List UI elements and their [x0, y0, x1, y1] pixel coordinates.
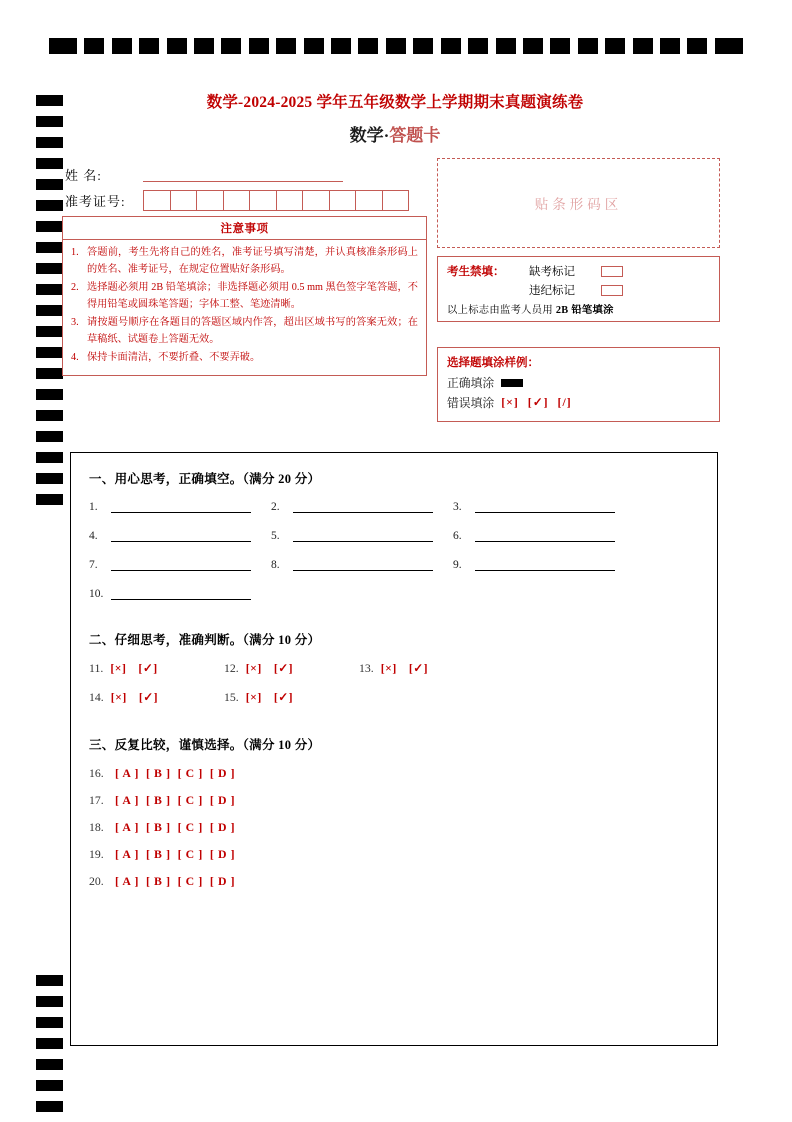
timing-mark: [36, 242, 63, 253]
true-false-row: [89, 661, 697, 676]
answer-blank-line[interactable]: [475, 529, 615, 542]
section-title: 三、反复比较，谨慎选择。（满分 10 分）: [89, 738, 321, 752]
option-bubble[interactable]: [ C ]: [177, 874, 203, 888]
notice-heading: 注意事项: [63, 217, 426, 240]
question-number: 18.: [89, 820, 104, 834]
notice-item-text: 请按题号顺序在各题目的答题区域内作答，超出区域书写的答案无效；在草稿纸、试题卷上答题无效。: [87, 317, 418, 345]
timing-mark: [49, 38, 77, 54]
option-bubble[interactable]: [✓]: [138, 661, 158, 675]
fill-sample-heading: 选择题填涂样例：: [447, 357, 539, 369]
blank-item: [271, 500, 453, 513]
violation-mark-checkbox[interactable]: [601, 285, 623, 296]
timing-mark: [36, 200, 63, 211]
timing-mark: [550, 38, 570, 54]
timing-mark: [523, 38, 543, 54]
option-bubble[interactable]: [ B ]: [145, 766, 171, 780]
answer-blank-line[interactable]: [475, 558, 615, 571]
answer-blank-line[interactable]: [111, 500, 251, 513]
timing-marks-top: [49, 38, 743, 54]
timing-mark: [36, 494, 63, 505]
timing-mark: [36, 347, 63, 358]
true-false-item: [224, 690, 359, 705]
answer-area: [70, 452, 718, 1046]
timing-mark: [36, 1101, 63, 1112]
question-number: 10.: [89, 588, 104, 600]
option-bubble[interactable]: [ D ]: [209, 874, 236, 888]
timing-marks-left-upper: [36, 95, 63, 515]
section-2: [89, 630, 697, 705]
timing-mark: [633, 38, 653, 54]
option-bubble[interactable]: [ C ]: [177, 847, 203, 861]
answer-card-label: 答题卡: [389, 126, 441, 145]
timing-mark: [36, 95, 63, 106]
question-number: 8.: [271, 559, 280, 571]
true-false-item: [224, 661, 359, 676]
name-input-line[interactable]: [143, 167, 343, 182]
name-label: 姓 名:: [65, 168, 102, 183]
answer-blank-line[interactable]: [111, 558, 251, 571]
multiple-choice-row: [89, 820, 697, 835]
absent-mark-checkbox[interactable]: [601, 266, 623, 277]
proctor-note-bold: 2B 铅笔填涂: [555, 305, 614, 316]
subtitle-separator: ·: [383, 126, 390, 145]
ticket-digit-cell[interactable]: [277, 191, 304, 210]
notice-item-number: 2.: [71, 282, 79, 294]
forbidden-label: 考生禁填：: [447, 266, 505, 278]
timing-mark: [36, 975, 63, 986]
blank-row: [89, 529, 697, 542]
question-number: 6.: [453, 530, 462, 542]
violation-mark-row: [447, 282, 710, 298]
proctor-note-text: 以上标志由监考人员用: [447, 305, 556, 316]
timing-mark: [276, 38, 296, 54]
timing-mark: [36, 1017, 63, 1028]
wrong-fill-mark: [/]: [557, 395, 572, 409]
option-bubble[interactable]: [×]: [110, 661, 127, 675]
timing-mark: [687, 38, 707, 54]
timing-mark: [139, 38, 159, 54]
ticket-row: [65, 190, 425, 211]
absent-mark-label: 缺考标记: [529, 266, 575, 278]
timing-mark: [249, 38, 269, 54]
page-title: [70, 90, 720, 146]
option-bubble[interactable]: [×]: [245, 661, 262, 675]
notice-box: [62, 216, 427, 376]
option-bubble[interactable]: [ D ]: [209, 766, 236, 780]
answer-blank-line[interactable]: [111, 529, 251, 542]
timing-mark: [496, 38, 516, 54]
blank-item: [453, 500, 635, 513]
timing-mark: [36, 452, 63, 463]
notice-item: [71, 280, 418, 313]
wrong-fill-mark: [×]: [501, 395, 519, 409]
option-bubble[interactable]: [✓]: [408, 661, 429, 675]
ticket-digit-cell[interactable]: [171, 191, 198, 210]
blank-item: [89, 587, 251, 600]
correct-fill-mark-icon: [501, 379, 523, 387]
true-false-item: [359, 661, 494, 676]
blank-item: [89, 529, 271, 542]
question-number: 16.: [89, 766, 104, 780]
timing-mark: [36, 1080, 63, 1091]
section-title: 一、用心思考，正确填空。（满分 20 分）: [89, 472, 321, 486]
option-bubble[interactable]: [ B ]: [145, 847, 171, 861]
notice-item-number: 3.: [71, 317, 79, 329]
option-bubble[interactable]: [×]: [380, 661, 397, 675]
notice-item-number: 4.: [71, 352, 79, 364]
timing-mark: [36, 179, 63, 190]
timing-mark: [578, 38, 598, 54]
blank-item: [89, 558, 271, 571]
question-number: 13.: [359, 661, 374, 675]
wrong-fill-row: [447, 394, 710, 411]
timing-mark: [36, 326, 63, 337]
timing-mark: [36, 431, 63, 442]
question-number: 4.: [89, 530, 98, 542]
true-false-item: [89, 690, 224, 705]
ticket-digit-cell[interactable]: [383, 191, 409, 210]
timing-mark: [112, 38, 132, 54]
blank-item: [89, 500, 271, 513]
timing-mark: [221, 38, 241, 54]
option-bubble[interactable]: [✓]: [138, 690, 159, 704]
timing-mark: [36, 305, 63, 316]
correct-fill-row: [447, 374, 710, 391]
question-number: 1.: [89, 501, 98, 513]
notice-item: [71, 245, 418, 278]
timing-mark: [36, 158, 63, 169]
timing-mark: [36, 137, 63, 148]
option-bubble[interactable]: [ D ]: [209, 793, 236, 807]
timing-mark: [660, 38, 680, 54]
question-number: 7.: [89, 559, 98, 571]
blank-item: [453, 529, 635, 542]
timing-mark: [413, 38, 433, 54]
exam-title: 数学-2024-2025 学年五年级数学上学期期末真题演练卷: [206, 94, 584, 111]
true-false-row: [89, 690, 697, 705]
notice-item: [71, 315, 418, 348]
question-number: 9.: [453, 559, 462, 571]
option-bubble[interactable]: [ A ]: [115, 766, 139, 780]
timing-mark: [167, 38, 187, 54]
multiple-choice-row: [89, 874, 697, 889]
wrong-fill-marks: [501, 395, 580, 410]
answer-blank-line[interactable]: [293, 529, 433, 542]
timing-mark: [36, 263, 63, 274]
ticket-digit-cell[interactable]: [197, 191, 224, 210]
proctor-marks-box: [437, 256, 720, 322]
option-bubble[interactable]: [ C ]: [177, 766, 203, 780]
timing-mark: [36, 1059, 63, 1070]
option-bubble[interactable]: [ D ]: [209, 847, 236, 861]
ticket-digit-cell[interactable]: [330, 191, 357, 210]
notice-body: [63, 240, 426, 375]
wrong-fill-label: 错误填涂: [447, 396, 495, 410]
violation-mark-label: 违纪标记: [529, 285, 575, 297]
notice-item-text: 保持卡面清洁，不要折叠、不要弄破。: [87, 352, 261, 364]
notice-item-text: 选择题必须用 2B 铅笔填涂；非选择题必须用 0.5 mm 黑色签字笔答题，不得用铅笔或圆珠笔答题；字体工整、笔迹清晰。: [87, 282, 418, 310]
notice-item-number: 1.: [71, 247, 79, 258]
subject-label: 数学: [349, 126, 384, 145]
section-title: 二、仔细思考，准确判断。（满分 10 分）: [89, 633, 321, 647]
sheet-subtitle: [70, 121, 720, 146]
option-bubble[interactable]: [ C ]: [177, 820, 203, 834]
barcode-paste-area: [437, 158, 720, 248]
answer-blank-line[interactable]: [475, 500, 615, 513]
timing-mark: [386, 38, 406, 54]
question-number: 3.: [453, 501, 462, 513]
timing-mark: [36, 996, 63, 1007]
option-bubble[interactable]: [ A ]: [115, 820, 139, 834]
absent-mark-row: [447, 263, 710, 279]
blank-item: [271, 529, 453, 542]
blank-item: [271, 558, 453, 571]
blank-row: [89, 558, 697, 571]
proctor-note: [447, 301, 710, 316]
multiple-choice-row: [89, 766, 697, 781]
question-number: 14.: [89, 690, 104, 704]
option-bubble[interactable]: [ B ]: [145, 874, 171, 888]
timing-mark: [36, 368, 63, 379]
blank-item: [453, 558, 635, 571]
ticket-digit-cell[interactable]: [224, 191, 251, 210]
timing-mark: [605, 38, 625, 54]
timing-mark: [468, 38, 488, 54]
question-number: 11.: [89, 661, 104, 675]
timing-mark: [36, 389, 63, 400]
identity-block: [65, 165, 425, 217]
answer-blank-line[interactable]: [293, 558, 433, 571]
answer-blank-line[interactable]: [293, 500, 433, 513]
timing-mark: [36, 221, 63, 232]
blank-row: [89, 587, 697, 600]
notice-item-text: 答题前，考生先将自己的姓名，准考证号填写清楚，并认真核准条形码上的姓名、准考证号，在规定位置贴好条形码。: [87, 247, 418, 275]
question-number: 20.: [89, 874, 104, 888]
question-number: 17.: [89, 793, 104, 807]
true-false-item: [89, 661, 224, 676]
section-3: [89, 735, 697, 889]
timing-mark: [36, 410, 63, 421]
name-row: [65, 165, 425, 184]
correct-fill-label: 正确填涂: [447, 376, 495, 390]
sections-root: [89, 469, 697, 889]
timing-mark: [194, 38, 214, 54]
option-bubble[interactable]: [ B ]: [145, 820, 171, 834]
timing-mark: [331, 38, 351, 54]
option-bubble[interactable]: [ A ]: [115, 847, 139, 861]
ticket-digit-cell[interactable]: [303, 191, 330, 210]
option-bubble[interactable]: [✓]: [273, 661, 294, 675]
question-number: 5.: [271, 530, 280, 542]
timing-mark: [304, 38, 324, 54]
option-bubble[interactable]: [ C ]: [177, 793, 203, 807]
wrong-fill-mark: [✓]: [527, 395, 549, 409]
ticket-number-grid[interactable]: [143, 190, 409, 211]
option-bubble[interactable]: [×]: [245, 690, 262, 704]
question-number: 2.: [271, 501, 280, 513]
timing-mark: [36, 1038, 63, 1049]
section-1: [89, 469, 697, 600]
option-bubble[interactable]: [×]: [110, 690, 127, 704]
timing-mark: [441, 38, 461, 54]
timing-mark: [36, 473, 63, 484]
option-bubble[interactable]: [ D ]: [209, 820, 236, 834]
notice-item: [71, 350, 418, 367]
option-bubble[interactable]: [ A ]: [115, 874, 139, 888]
ticket-digit-cell[interactable]: [356, 191, 383, 210]
ticket-number-label: 准考证号:: [65, 194, 126, 209]
option-bubble[interactable]: [ A ]: [115, 793, 139, 807]
question-number: 15.: [224, 690, 239, 704]
multiple-choice-row: [89, 847, 697, 862]
question-number: 19.: [89, 847, 104, 861]
timing-mark: [358, 38, 378, 54]
timing-mark: [36, 284, 63, 295]
timing-mark: [84, 38, 104, 54]
option-bubble[interactable]: [ B ]: [145, 793, 171, 807]
question-number: 12.: [224, 661, 239, 675]
multiple-choice-row: [89, 793, 697, 808]
timing-mark: [36, 116, 63, 127]
barcode-label: 贴条形码区: [534, 197, 623, 212]
fill-sample-box: [437, 347, 720, 422]
timing-marks-left-lower: [36, 975, 63, 1122]
ticket-digit-cell[interactable]: [250, 191, 277, 210]
option-bubble[interactable]: [✓]: [273, 690, 294, 704]
ticket-digit-cell[interactable]: [144, 191, 171, 210]
timing-mark: [715, 38, 743, 54]
answer-blank-line[interactable]: [111, 587, 251, 600]
blank-row: [89, 500, 697, 513]
